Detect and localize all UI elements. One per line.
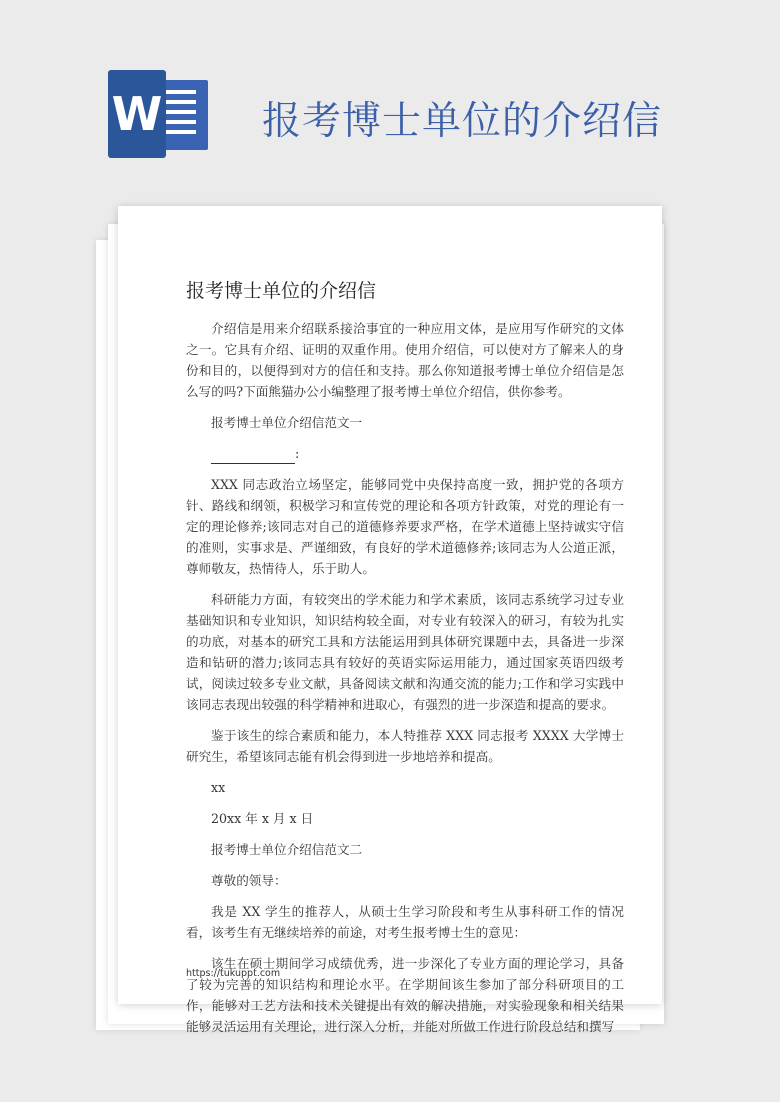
document-body <box>186 318 624 1047</box>
body-paragraph: 该生在硕士期间学习成绩优秀，进一步深化了专业方面的理论学习，具备了较为完善的知识结构和理论水平。在学期间该生参加了部分科研项目的工作，能够对工艺方法和技术关键提出有效的解决措施，对实验现象和相关结果能够灵活运用有关理论，进行深入分析，并能对所做工作进行阶段总结和撰写 <box>186 956 624 1034</box>
banner-title: 报考博士单位的介绍信 <box>262 99 663 144</box>
document-page <box>118 206 662 1034</box>
letter-date: 20xx 年 x 月 x 日 <box>211 811 314 826</box>
intro-paragraph: 介绍信是用来介绍联系接洽事宜的一种应用文体，是应用写作研究的文体之一。它具有介绍、证明的双重作用。使用介绍信，可以使对方了解来人的身份和目的，以便得到对方的信任和支持。那么你知道报考博士单位介绍信是怎么写的吗?下面熊猫办公小编整理了报考博士单位介绍信，供你参考。 <box>186 321 624 399</box>
greeting: 尊敬的领导： <box>211 873 287 888</box>
word-document-icon <box>108 70 208 158</box>
body-paragraph: 科研能力方面，有较突出的学术能力和学术素质，该同志系统学习过专业基础知识和专业知识，知识结构较全面，对专业有较深入的研习，有较为扎实的功底，对基本的研究工具和方法能运用到具体研究课题中去，具备进一步深造和钻研的潜力;该同志具有较好的英语实际运用能力，通过国家英语四级考试，阅读过较多专业文献，具备阅读文献和沟通交流的能力;工作和学习实践中该同志表现出较强的科学精神和进取心，有强烈的进一步深造和提高的要求。 <box>186 592 624 712</box>
footer-url: https://tukuppt.com <box>186 968 281 979</box>
header-banner <box>0 0 780 180</box>
salutation-blank <box>211 443 624 464</box>
body-paragraph: XXX 同志政治立场坚定，能够同党中央保持高度一致，拥护党的各项方针、路线和纲领，积极学习和宣传党的理论和各项方针政策，对党的理论有一定的理论修养;该同志对自己的道德修养要求严格，在学术道德上坚持诚实守信的准则，实事求是、严谨细致，有良好的学术道德修养;该同志为人公道正派，尊师敬友，热情待人，乐于助人。 <box>186 477 624 576</box>
sample-heading: 报考博士单位介绍信范文二 <box>211 842 363 857</box>
body-paragraph: 鉴于该生的综合素质和能力，本人特推荐 XXX 同志报考 XXXX 大学博士研究生，希望该同志能有机会得到进一步地培养和提高。 <box>186 728 624 764</box>
blank-underline <box>211 449 295 464</box>
sample-heading: 报考博士单位介绍信范文一 <box>211 415 363 430</box>
body-paragraph: 我是 XX 学生的推荐人，从硕士生学习阶段和考生从事科研工作的情况看，该考生有无继续培养的前途，对考生报考博士生的意见： <box>186 904 624 940</box>
word-icon-letter: W <box>108 70 166 158</box>
salutation-colon: : <box>295 446 300 461</box>
signature: xx <box>211 780 226 795</box>
document-title: 报考博士单位的介绍信 <box>186 280 377 302</box>
